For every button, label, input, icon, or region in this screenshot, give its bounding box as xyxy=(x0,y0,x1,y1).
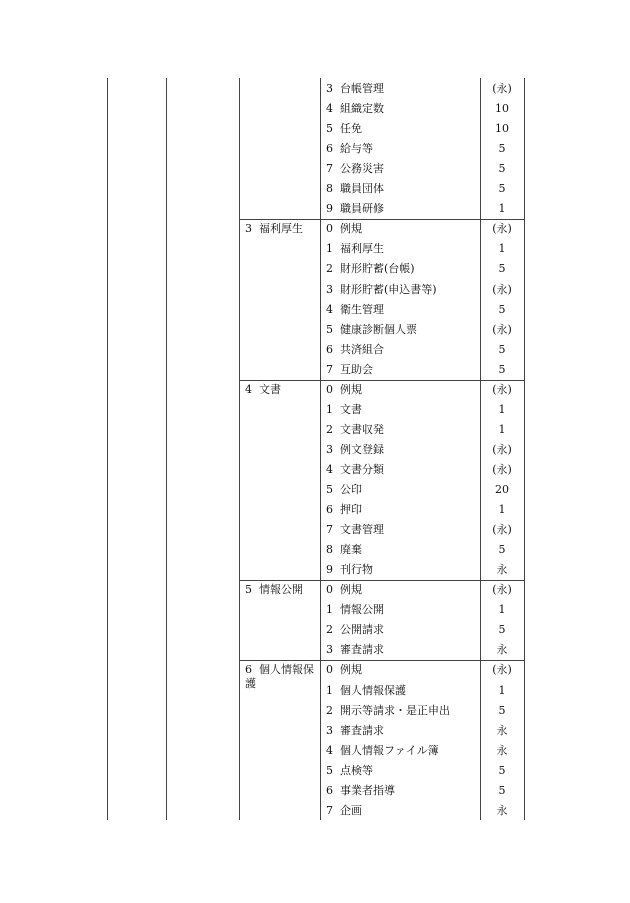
item-label: 廃棄 xyxy=(340,543,362,557)
item-label: 点検等 xyxy=(340,763,373,777)
retention-period: (永) xyxy=(492,282,512,296)
retention-period: 1 xyxy=(498,683,506,697)
table-row-item xyxy=(326,443,384,457)
retention-period: 1 xyxy=(498,603,506,617)
item-number: 7 xyxy=(326,162,333,176)
item-label: 例規 xyxy=(340,382,362,396)
table-row-item xyxy=(326,684,406,698)
table-row-item xyxy=(326,483,362,497)
item-number: 2 xyxy=(326,422,333,436)
retention-period: 5 xyxy=(498,763,506,777)
retention-period: 5 xyxy=(498,182,506,196)
retention-period: 1 xyxy=(498,402,506,416)
table-row-item xyxy=(326,744,439,758)
retention-period: (永) xyxy=(492,82,512,95)
item-label: 例規 xyxy=(340,222,362,236)
item-number: 2 xyxy=(326,262,333,276)
retention-period: (永) xyxy=(492,523,512,537)
item-number: 0 xyxy=(326,382,333,396)
item-label: 組織定数 xyxy=(340,102,384,116)
table-row-item xyxy=(326,643,384,657)
item-number: 4 xyxy=(326,102,333,116)
table-row-item xyxy=(326,503,362,517)
item-label: 例文登録 xyxy=(340,442,384,456)
item-label: 押印 xyxy=(340,503,362,517)
table-row-item xyxy=(326,122,362,136)
category-number: 4 xyxy=(245,382,252,396)
table-row-item xyxy=(326,403,362,417)
column-divider xyxy=(320,78,321,820)
item-number: 5 xyxy=(326,483,333,496)
item-label: 公印 xyxy=(340,483,362,496)
retention-period: 5 xyxy=(498,162,506,176)
table-row-item xyxy=(326,724,384,738)
table-row-item xyxy=(326,343,384,357)
column-divider xyxy=(524,78,525,820)
retention-period: 20 xyxy=(495,483,509,496)
item-number: 5 xyxy=(326,322,333,336)
table-row-item xyxy=(326,463,384,477)
column-divider xyxy=(239,78,240,820)
item-label: 台帳管理 xyxy=(340,82,384,95)
category-label: 個人情報保護 xyxy=(245,663,314,691)
retention-period: 永 xyxy=(496,743,508,757)
retention-period: 1 xyxy=(498,503,506,517)
item-label: 審査請求 xyxy=(340,643,384,657)
item-label: 衛生管理 xyxy=(340,302,384,316)
column-divider xyxy=(107,78,108,820)
table-row-item xyxy=(326,563,373,577)
item-number: 3 xyxy=(326,643,333,657)
item-label: 事業者指導 xyxy=(340,783,395,797)
item-label: 財形貯蓄(申込書等) xyxy=(340,282,437,296)
item-number: 8 xyxy=(326,182,333,196)
item-label: 任免 xyxy=(340,122,362,136)
category-number: 5 xyxy=(245,583,252,597)
category-label: 文書 xyxy=(259,382,281,396)
table-row-item xyxy=(326,162,384,176)
retention-period: (永) xyxy=(492,442,512,456)
item-number: 1 xyxy=(326,603,333,617)
retention-period: 5 xyxy=(498,142,506,156)
retention-period: 5 xyxy=(498,362,506,376)
table-row-item xyxy=(326,663,362,677)
retention-period: 5 xyxy=(498,302,506,316)
retention-period: (永) xyxy=(492,382,512,396)
table-row-item xyxy=(326,303,384,317)
item-number: 6 xyxy=(326,142,333,156)
item-number: 7 xyxy=(326,523,333,537)
table-row-item xyxy=(326,583,362,597)
column-divider xyxy=(480,78,481,820)
item-number: 3 xyxy=(326,723,333,737)
table-row-item xyxy=(326,283,437,297)
group-divider xyxy=(239,380,524,381)
table-row-item xyxy=(326,182,384,196)
table-row-item xyxy=(326,242,384,256)
item-label: 共済組合 xyxy=(340,342,384,356)
retention-period: 1 xyxy=(498,202,506,216)
table-row-item xyxy=(326,543,362,557)
item-label: 開示等請求・是正申出 xyxy=(340,703,450,717)
item-number: 7 xyxy=(326,803,333,817)
item-label: 給与等 xyxy=(340,142,373,156)
item-label: 文書管理 xyxy=(340,523,384,537)
item-number: 0 xyxy=(326,583,333,597)
table-row-item xyxy=(326,423,384,437)
item-number: 1 xyxy=(326,683,333,697)
item-label: 例規 xyxy=(340,663,362,677)
item-label: 互助会 xyxy=(340,362,373,376)
item-number: 2 xyxy=(326,703,333,717)
item-label: 公務災害 xyxy=(340,162,384,176)
item-number: 3 xyxy=(326,282,333,296)
item-number: 6 xyxy=(326,503,333,517)
item-number: 0 xyxy=(326,222,333,236)
table-row-item xyxy=(326,262,415,276)
retention-period: 1 xyxy=(498,242,506,256)
item-number: 4 xyxy=(326,302,333,316)
item-number: 0 xyxy=(326,663,333,677)
table-row-item xyxy=(326,82,384,96)
table-row-item xyxy=(326,222,362,236)
item-number: 4 xyxy=(326,743,333,757)
retention-period: 永 xyxy=(496,723,508,737)
table-row-item xyxy=(326,363,373,377)
table-row-item xyxy=(326,523,384,537)
item-label: 審査請求 xyxy=(340,723,384,737)
retention-period: 10 xyxy=(495,102,509,116)
item-label: 職員研修 xyxy=(340,202,384,216)
category-cell xyxy=(245,583,317,597)
column-divider xyxy=(166,78,167,820)
item-label: 文書 xyxy=(340,402,362,416)
retention-period: (永) xyxy=(492,583,512,597)
table-row-item xyxy=(326,764,373,778)
item-label: 個人情報保護 xyxy=(340,683,406,697)
retention-period: (永) xyxy=(492,222,512,236)
retention-period: 5 xyxy=(498,783,506,797)
retention-period: (永) xyxy=(492,322,512,336)
table-row-item xyxy=(326,383,362,397)
table-row-item xyxy=(326,102,384,116)
item-number: 5 xyxy=(326,122,333,136)
category-cell xyxy=(245,663,317,691)
item-label: 職員団体 xyxy=(340,182,384,196)
item-label: 企画 xyxy=(340,803,362,817)
item-label: 福利厚生 xyxy=(340,242,384,256)
table-row-item xyxy=(326,704,450,718)
item-number: 5 xyxy=(326,763,333,777)
retention-period: 5 xyxy=(498,543,506,557)
item-number: 4 xyxy=(326,462,333,476)
retention-period: (永) xyxy=(492,462,512,476)
category-number: 6 xyxy=(245,663,252,677)
retention-period: 10 xyxy=(495,122,509,136)
table-row-item xyxy=(326,202,384,216)
item-label: 刊行物 xyxy=(340,563,373,577)
table-row-item xyxy=(326,142,373,156)
item-label: 公開請求 xyxy=(340,623,384,637)
category-label: 福利厚生 xyxy=(259,222,303,236)
retention-period: 永 xyxy=(496,643,508,657)
group-divider xyxy=(239,580,524,581)
category-cell xyxy=(245,222,317,236)
item-label: 文書収発 xyxy=(340,422,384,436)
item-number: 2 xyxy=(326,623,333,637)
retention-period: 5 xyxy=(498,262,506,276)
item-number: 9 xyxy=(326,563,333,577)
category-cell xyxy=(245,383,317,397)
group-divider xyxy=(239,219,524,220)
item-label: 情報公開 xyxy=(340,603,384,617)
item-number: 6 xyxy=(326,783,333,797)
table-row-item xyxy=(326,603,384,617)
table-row-item xyxy=(326,623,384,637)
item-label: 文書分類 xyxy=(340,462,384,476)
category-number: 3 xyxy=(245,222,252,236)
retention-period: 1 xyxy=(498,422,506,436)
retention-period: 永 xyxy=(496,563,508,577)
table-row-item xyxy=(326,804,362,818)
item-label: 例規 xyxy=(340,583,362,597)
table-row-item xyxy=(326,323,417,337)
item-number: 1 xyxy=(326,402,333,416)
retention-period: 5 xyxy=(498,703,506,717)
item-number: 9 xyxy=(326,202,333,216)
item-number: 3 xyxy=(326,82,333,95)
table-row-item xyxy=(326,784,395,798)
item-number: 8 xyxy=(326,543,333,557)
item-number: 6 xyxy=(326,342,333,356)
item-label: 財形貯蓄(台帳) xyxy=(340,262,415,276)
item-number: 1 xyxy=(326,242,333,256)
retention-period: 永 xyxy=(496,803,508,817)
category-label: 情報公開 xyxy=(259,583,303,597)
retention-period: (永) xyxy=(492,663,512,677)
item-number: 7 xyxy=(326,362,333,376)
retention-period: 5 xyxy=(498,342,506,356)
retention-period: 5 xyxy=(498,623,506,637)
item-number: 3 xyxy=(326,442,333,456)
group-divider xyxy=(239,660,524,661)
item-label: 個人情報ファイル簿 xyxy=(340,743,439,757)
item-label: 健康診断個人票 xyxy=(340,322,417,336)
